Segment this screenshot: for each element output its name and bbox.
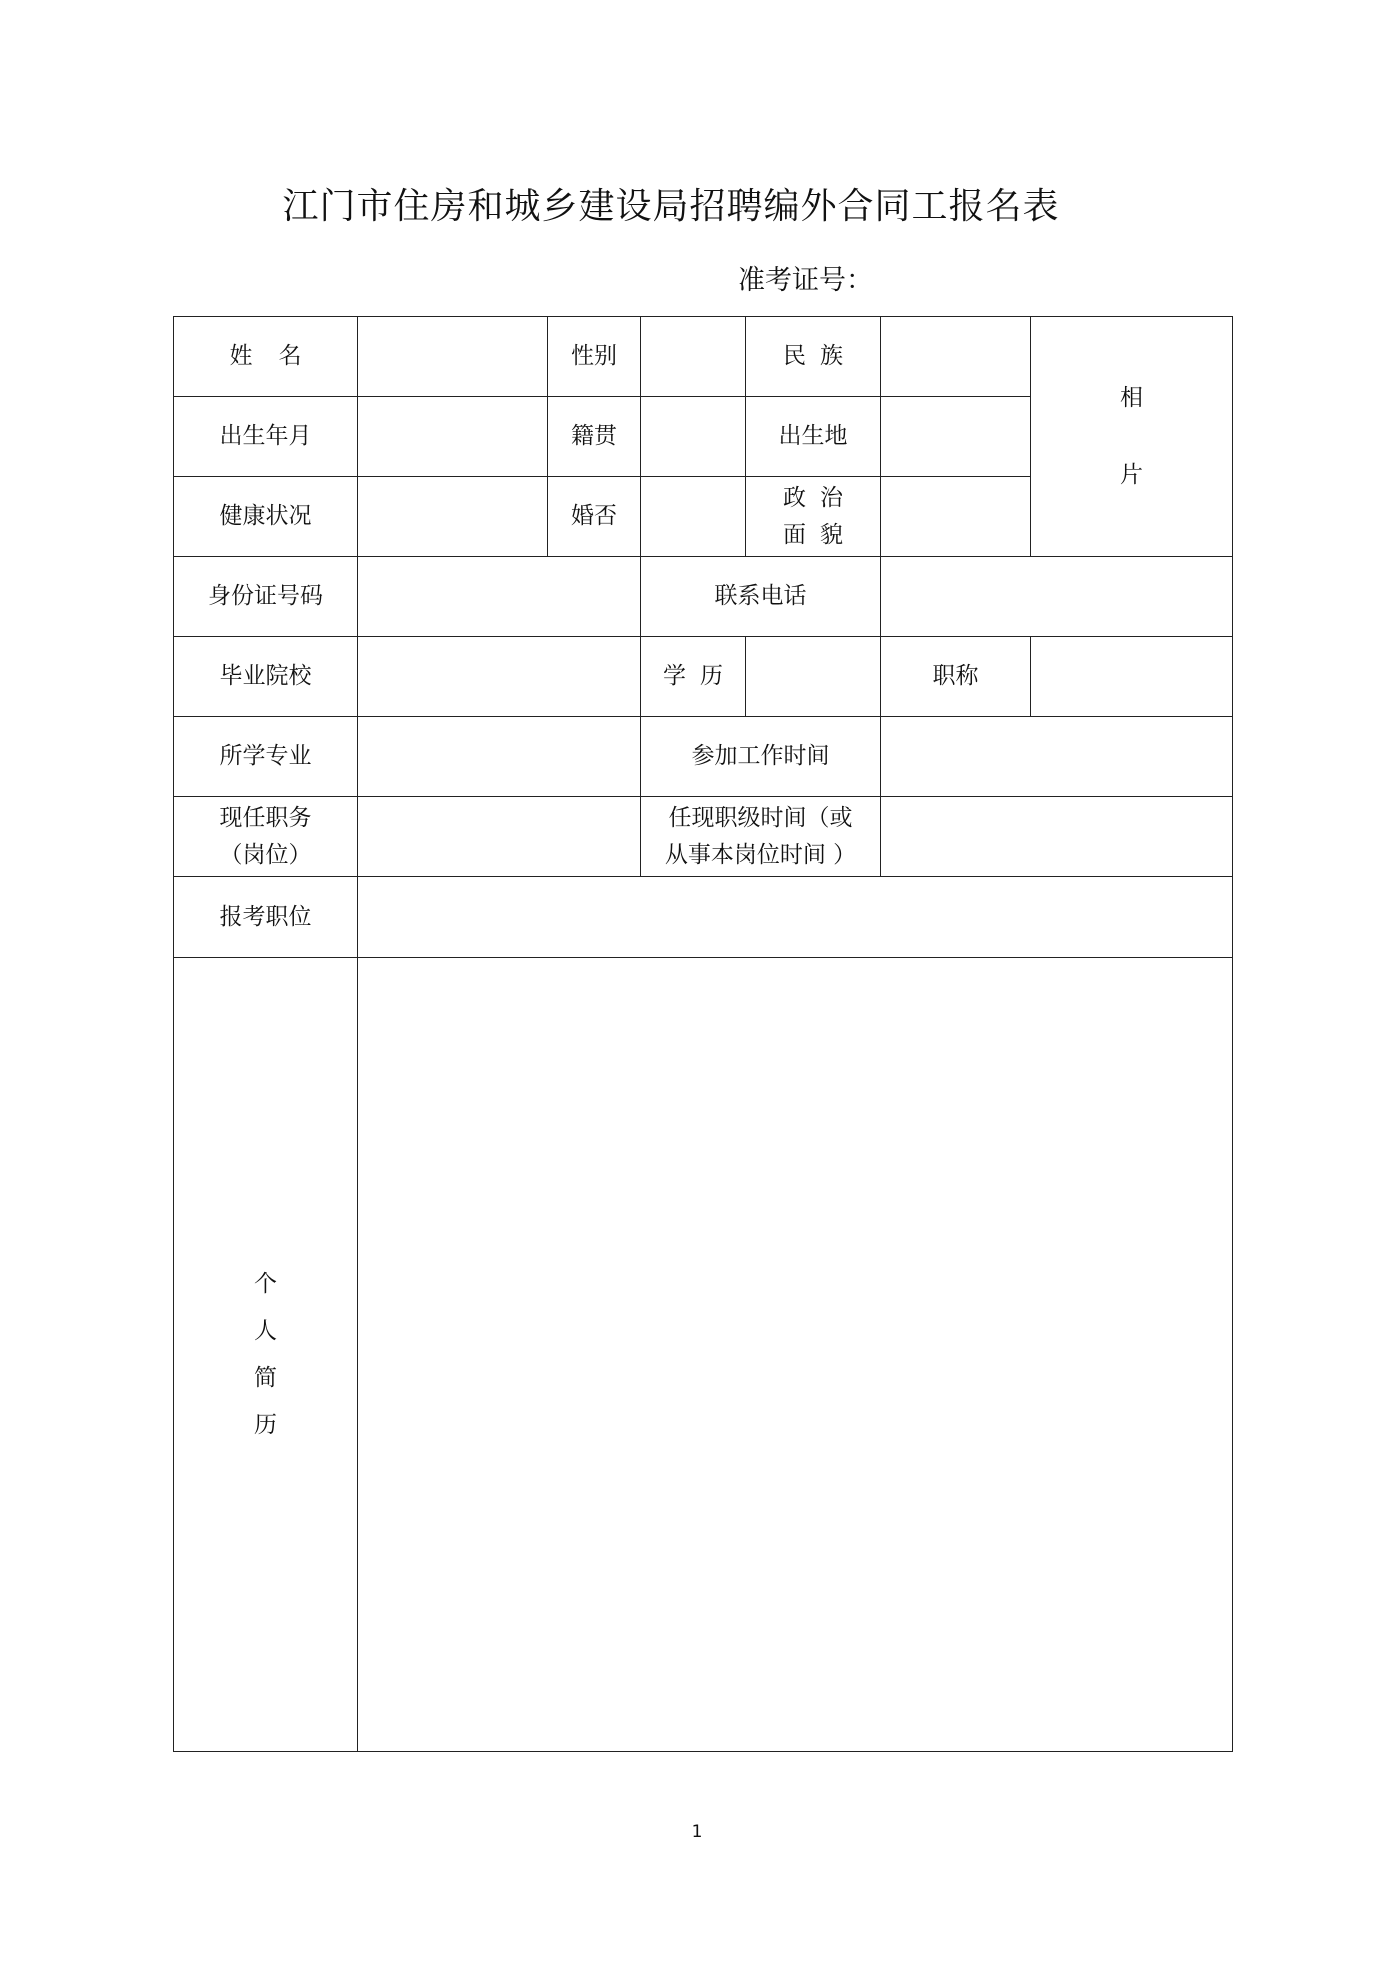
rank-time-label [641, 797, 881, 877]
current-position-label-2: （岗位） [219, 841, 312, 868]
work-start-label: 参加工作时间 [641, 717, 881, 797]
major-field[interactable] [358, 717, 641, 797]
phone-label: 联系电话 [641, 557, 881, 637]
school-field[interactable] [358, 637, 641, 717]
school-label: 毕业院校 [174, 637, 358, 717]
native-place-label: 籍贯 [548, 397, 641, 477]
marital-label: 婚否 [548, 477, 641, 557]
work-start-field[interactable] [881, 717, 1233, 797]
id-number-label: 身份证号码 [174, 557, 358, 637]
marital-field[interactable] [641, 477, 746, 557]
birth-date-label: 出生年月 [174, 397, 358, 477]
current-position-field[interactable] [358, 797, 641, 877]
political-label-1: 政治 [783, 484, 857, 511]
major-label: 所学专业 [174, 717, 358, 797]
applied-position-label: 报考职位 [174, 877, 358, 958]
education-label: 学历 [641, 637, 746, 717]
page-number: 1 [691, 1822, 703, 1842]
rank-time-label-2: 从事本岗位时间 ） [664, 841, 857, 868]
resume-label [174, 958, 358, 1752]
political-status-label [746, 477, 881, 557]
resume-char-4: 历 [254, 1411, 277, 1438]
political-label-2: 面貌 [783, 521, 857, 548]
professional-title-label: 职称 [881, 637, 1031, 717]
birth-date-field[interactable] [358, 397, 548, 477]
exam-number [738, 258, 1073, 297]
exam-number-label: 准考证号： [738, 265, 873, 296]
rank-time-field[interactable] [881, 797, 1233, 877]
health-label: 健康状况 [174, 477, 358, 557]
ethnicity-field[interactable] [881, 317, 1031, 397]
political-status-field[interactable] [881, 477, 1031, 557]
rank-time-label-1: 任现职级时间（或 [668, 804, 853, 831]
photo-box[interactable] [1031, 317, 1233, 557]
resume-char-1: 个 [254, 1270, 277, 1297]
registration-table [173, 316, 1233, 1752]
form-title: 江门市住房和城乡建设局招聘编外合同工报名表 [282, 186, 1060, 227]
professional-title-field[interactable] [1031, 637, 1233, 717]
resume-char-2: 人 [254, 1317, 277, 1344]
name-label: 姓名 [174, 317, 358, 397]
current-position-label-1: 现任职务 [219, 804, 312, 831]
name-field[interactable] [358, 317, 548, 397]
birthplace-label: 出生地 [746, 397, 881, 477]
photo-label-1: 相 [1120, 384, 1143, 411]
current-position-label [174, 797, 358, 877]
resume-field[interactable] [358, 958, 1233, 1752]
applied-position-field[interactable] [358, 877, 1233, 958]
phone-field[interactable] [881, 557, 1233, 637]
native-place-field[interactable] [641, 397, 746, 477]
id-number-field[interactable] [358, 557, 641, 637]
photo-label-2: 片 [1120, 461, 1143, 488]
resume-char-3: 简 [254, 1364, 277, 1391]
ethnicity-label: 民族 [746, 317, 881, 397]
gender-label: 性别 [548, 317, 641, 397]
birthplace-field[interactable] [881, 397, 1031, 477]
health-field[interactable] [358, 477, 548, 557]
gender-field[interactable] [641, 317, 746, 397]
education-field[interactable] [746, 637, 881, 717]
